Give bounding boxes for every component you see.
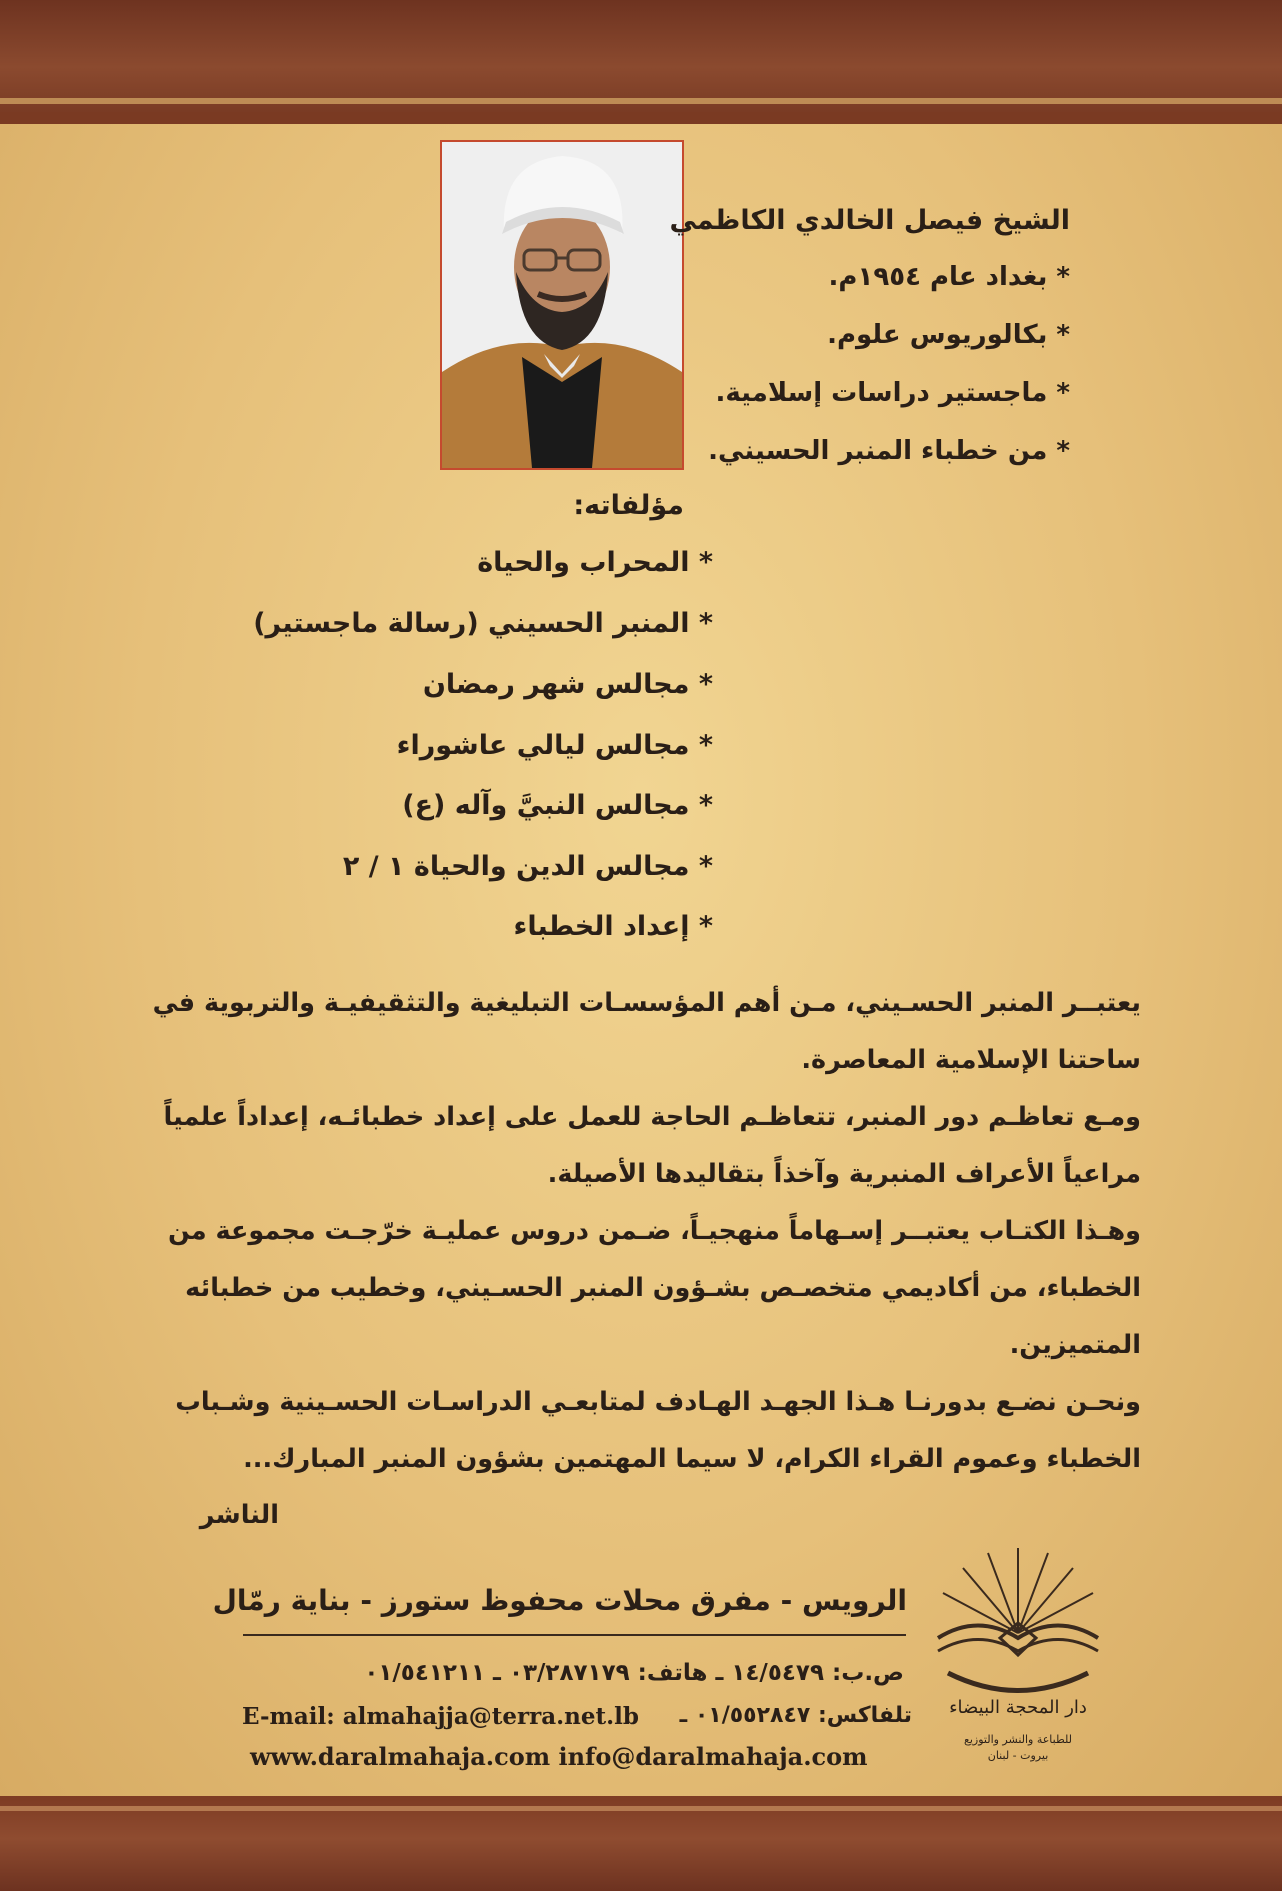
blurb-line: يعتبــر المنبر الحسـيني، مـن أهم المؤسسـات التبليغية والتثقيفيـة والتربوية في (152, 988, 1141, 1018)
works-item: * مجالس الدين والحياة ١ / ٢ (342, 851, 713, 882)
works-item: * إعداد الخطباء (513, 911, 713, 942)
publisher-logo (918, 1543, 1118, 1773)
publisher-address: الرويس - مفرق محلات محفوظ ستورز - بناية رمّال (212, 1584, 907, 1617)
email-text: E-mail: almahajja@terra.net.lb (242, 1703, 639, 1730)
blurb-line: الخطباء، من أكاديمي متخصـص بشـؤون المنبر الحسـيني، وخطيب من خطبائه (185, 1273, 1141, 1303)
phone-line: ص.ب: ١٤/٥٤٧٩ ـ هاتف: ٠٣/٢٨٧١٧٩ ـ ٠١/٥٤١٢١١ (364, 1660, 904, 1686)
sunburst-book-icon (918, 1543, 1118, 1773)
author-photo (440, 140, 684, 470)
bio-line: * بغداد عام ١٩٥٤م. (828, 262, 1070, 292)
publisher-signature: الناشر (199, 1500, 279, 1530)
author-name: الشيخ فيصل الخالدي الكاظمي (669, 205, 1070, 236)
blurb-line: ساحتنا الإسلامية المعاصرة. (801, 1045, 1141, 1075)
top-cover-band (0, 0, 1282, 112)
fax-text: تلفاكس: ٠١/٥٥٢٨٤٧ ـ (679, 1703, 912, 1728)
works-item: * مجالس شهر رمضان (422, 669, 713, 700)
blurb-line: ومـع تعاظـم دور المنبر، تتعاظـم الحاجة للعمل على إعداد خطبائـه، إعداداً علمياً (163, 1102, 1141, 1132)
blurb-line: مراعياً الأعراف المنبرية وآخذاً بتقاليدها الأصيلة. (547, 1159, 1141, 1189)
bio-line: * من خطباء المنبر الحسيني. (708, 436, 1070, 466)
blurb-line: وهـذا الكتـاب يعتبــر إسـهاماً منهجيـاً، ضـمن دروس عمليـة خرّجـت مجموعة من (167, 1216, 1141, 1246)
blurb-line: الخطباء وعموم القراء الكرام، لا سيما المهتمين بشؤون المنبر المبارك... (243, 1444, 1141, 1474)
email-fax-line (242, 1703, 912, 1737)
works-item: * المحراب والحياة (477, 547, 713, 578)
logo-name: دار المحجة البيضاء (949, 1697, 1087, 1718)
works-item: * المنبر الحسيني (رسالة ماجستير) (253, 608, 713, 639)
web-line: www.daralmahaja.com info@daralmahaja.com (250, 1742, 868, 1771)
bottom-cover-band (0, 1796, 1282, 1891)
address-divider (243, 1634, 906, 1636)
works-heading: مؤلفاته: (573, 490, 684, 521)
works-item: * مجالس النبيَّ وآله (ع) (402, 790, 713, 821)
logo-city: بيروت - لبنان (987, 1749, 1049, 1762)
blurb-line: المتميزين. (1009, 1330, 1141, 1360)
bio-line: * بكالوريوس علوم. (827, 320, 1070, 350)
logo-sub: للطباعة والنشر والتوزيع (963, 1733, 1073, 1746)
bio-line: * ماجستير دراسات إسلامية. (715, 378, 1070, 408)
blurb-line: ونحـن نضـع بدورنـا هـذا الجهـد الهـادف لمتابعـي الدراسـات الحسـينية وشـباب (175, 1387, 1141, 1417)
works-item: * مجالس ليالي عاشوراء (396, 730, 713, 761)
